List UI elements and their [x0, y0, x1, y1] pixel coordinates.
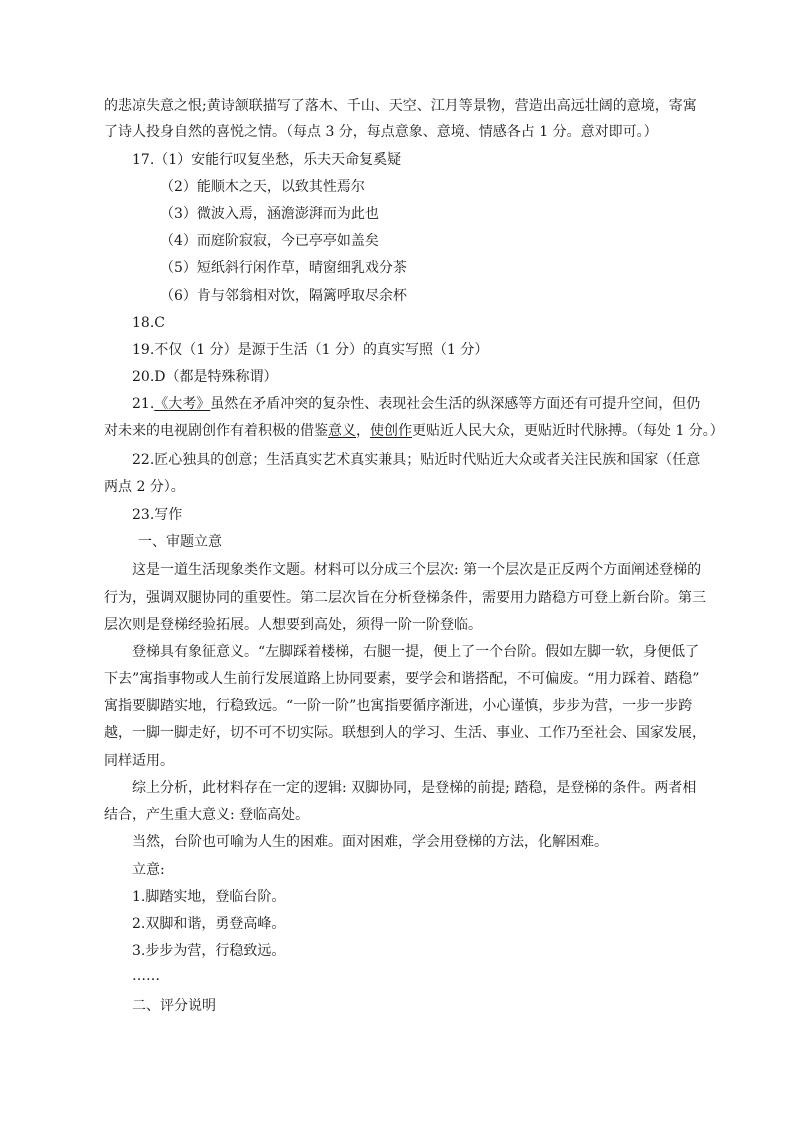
- section-heading: 二、评分说明: [132, 998, 216, 1014]
- answer-17-2: （2）能顺木之天，以致其性焉尔: [160, 179, 365, 195]
- thesis-item: 3.步步为营，行稳致远。: [132, 943, 286, 959]
- text-line: 的悲凉失意之恨;黄诗颔联描写了落木、千山、天空、江月等景物，营造出高远壮阔的意境，寄寓: [104, 98, 697, 114]
- underlined-segment: 使创作: [370, 423, 412, 439]
- answer-17-5: （5）短纸斜行闲作草，晴窗细乳戏分茶: [160, 260, 407, 276]
- paragraph-line: 登梯具有象征意义。“左脚踩着楼梯，右腿一提，便上了一个台阶。假如左脚一软，身便低了: [132, 644, 700, 660]
- thesis-heading: 立意:: [132, 862, 165, 878]
- section-heading: 一、审题立意: [138, 534, 222, 550]
- text-segment: 对未来的电视剧创作有着积极的借鉴: [104, 423, 328, 439]
- paragraph-line: 越，一脚一脚走好，切不可不切实际。联想到人的学习、生活、事业、工作乃至社会、国家发展，: [104, 725, 706, 741]
- ellipsis: ……: [132, 968, 160, 984]
- underlined-segment: 意义: [328, 423, 356, 439]
- answer-22: 22.匠心独具的创意；生活真实艺术真实兼具；贴近时代贴近大众或者关注民族和国家（任意: [132, 452, 701, 468]
- answer-21: [132, 394, 700, 414]
- paragraph-line: 行为，强调双腿协同的重要性。第二层次旨在分析登梯条件，需要用力踏稳方可登上新台阶。第三: [104, 590, 706, 606]
- paragraph-line: 结合，产生重大意义: 登临高处。: [104, 807, 310, 823]
- thesis-item: 1.脚踏实地，登临台阶。: [132, 889, 286, 905]
- answer-21-number: 21.: [132, 396, 155, 412]
- paragraph-line: 层次则是登梯经验拓展。人想要到高处，须得一阶一阶登临。: [104, 617, 482, 633]
- work-title: 《大考》: [154, 396, 211, 412]
- paragraph-line: 综上分析，此材料存在一定的逻辑: 双脚协同，是登梯的前提; 踏稳，是登梯的条件。两者相: [132, 780, 697, 796]
- answer-18: 18.C: [132, 315, 165, 331]
- answer-20: 20.D（都是特殊称谓）: [132, 369, 278, 385]
- paragraph-line: 同样适用。: [104, 753, 174, 769]
- answer-23: 23.写作: [132, 507, 183, 523]
- answer-19: 19.不仅（1 分）是源于生活（1 分）的真实写照（1 分）: [132, 342, 489, 358]
- answer-17: 17.（1）安能行叹复坐愁，乐夫天命复奚疑: [132, 152, 402, 168]
- paragraph-line: 当然，台阶也可喻为人生的困难。面对困难，学会用登梯的方法，化解困难。: [132, 834, 608, 850]
- answer-21-cont: [104, 421, 724, 441]
- text-line: 了诗人投身自然的喜悦之情。（每点 3 分，每点意象、意境、情感各占 1 分。意对即可。）: [104, 124, 658, 140]
- answer-22-cont: 两点 2 分）。: [104, 479, 185, 495]
- answer-17-6: （6）肯与邻翁相对饮，隔篱呼取尽余杯: [160, 288, 407, 304]
- answer-17-3: （3）微波入焉，涵澹澎湃而为此也: [160, 206, 379, 222]
- thesis-item: 2.双脚和谐，勇登高峰。: [132, 916, 286, 932]
- paragraph-line: 下去”寓指事物或人生前行发展道路上协同要素，要学会和谐搭配，不可偏废。“用力踩着、踏稳”: [104, 671, 700, 687]
- answer-17-4: （4）而庭阶寂寂，今已亭亭如盖矣: [160, 233, 379, 249]
- text-segment: ，: [356, 423, 370, 439]
- paragraph-line: 寓指要脚踏实地，行稳致远。“一阶一阶”也寓指要循序渐进，小心谨慎，步步为营，一步一步跨: [104, 698, 693, 714]
- paragraph-line: 这是一道生活现象类作文题。材料可以分成三个层次: 第一个层次是正反两个方面阐述登梯的: [132, 562, 702, 578]
- text-segment: 更贴近人民大众，更贴近时代脉搏。（每处 1 分。）: [412, 423, 724, 439]
- answer-21-text: 虽然在矛盾冲突的复杂性、表现社会生活的纵深感等方面还有可提升空间，但仍: [210, 396, 701, 412]
